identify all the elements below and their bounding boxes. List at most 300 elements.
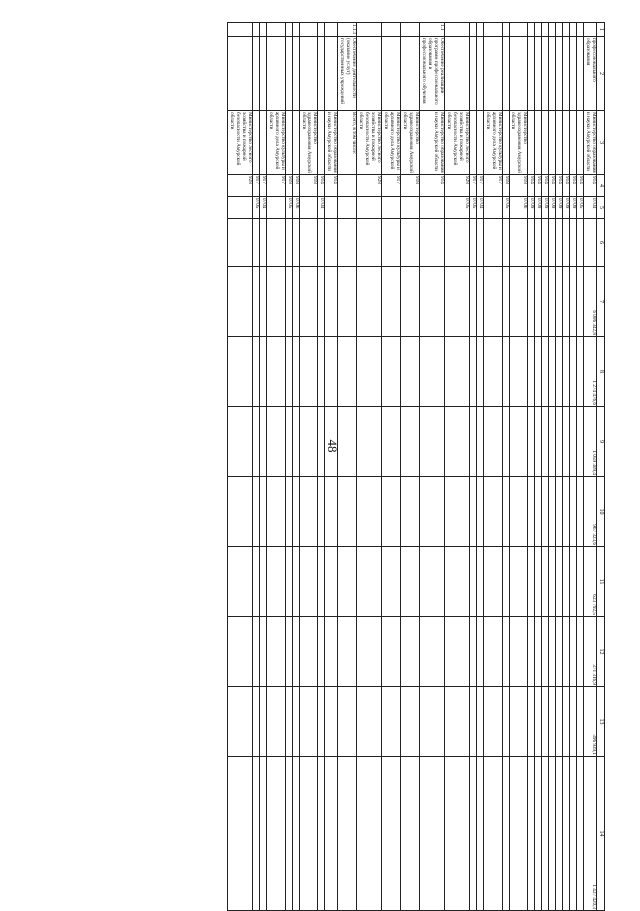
table-row: [549, 23, 556, 911]
table-cell: [535, 37, 542, 111]
table-cell: [542, 37, 549, 111]
table-cell: [528, 219, 535, 267]
table-cell: [227, 547, 252, 617]
table-cell: [535, 547, 542, 617]
table-cell: [285, 407, 292, 477]
table-cell: [266, 337, 285, 407]
table-cell: [577, 23, 584, 37]
table-cell: [535, 617, 542, 687]
table-cell: [318, 617, 325, 687]
table-cell: [469, 407, 476, 477]
table-cell: [502, 337, 509, 407]
table-cell: [469, 267, 476, 337]
table-cell: [266, 197, 285, 219]
table-cell: [502, 111, 509, 175]
table-cell: [502, 267, 509, 337]
table-cell: Министерство культуры и архивного дела Амурской области: [483, 111, 502, 175]
table-cell: 0709: [542, 197, 549, 219]
table-cell: [509, 23, 528, 37]
table-cell: [325, 197, 338, 219]
table-cell: [419, 407, 444, 477]
table-cell: [299, 617, 318, 687]
table-cell: [338, 687, 357, 757]
table-cell: [285, 757, 292, 911]
table-cell: [528, 267, 535, 337]
table-cell: [509, 617, 528, 687]
table-cell: [266, 687, 285, 757]
table-cell: [299, 37, 318, 111]
table-cell: Министерство лесного хозяйства и пожарной безопасности Амурской области: [227, 111, 252, 175]
table-cell: [227, 23, 252, 37]
table-cell: [584, 23, 597, 37]
table-cell: 0705: [285, 197, 292, 219]
table-cell: [528, 687, 535, 757]
table-cell: 914: [325, 175, 338, 197]
table-cell: [382, 617, 401, 687]
table-cell: [509, 757, 528, 911]
table-cell: 6 006 342,8: [584, 267, 597, 337]
table-cell: [259, 37, 266, 111]
table-cell: 914: [318, 175, 325, 197]
table-row: [535, 23, 542, 911]
column-header-7: 7: [597, 267, 605, 337]
table-cell: [549, 547, 556, 617]
table-cell: 918: [299, 175, 318, 197]
table-cell: [476, 407, 483, 477]
table-cell: [382, 267, 401, 337]
table-cell: [382, 219, 401, 267]
table-cell: [419, 267, 444, 337]
table-cell: [509, 37, 528, 111]
column-header-6: 6: [597, 219, 605, 267]
table-cell: 0709: [535, 197, 542, 219]
table-cell: [528, 37, 535, 111]
table-cell: [292, 477, 299, 547]
table-cell: 1.1.1: [338, 23, 357, 37]
table-cell: [227, 407, 252, 477]
table-cell: [259, 407, 266, 477]
table-cell: [259, 617, 266, 687]
table-cell: [299, 219, 318, 267]
table-cell: [469, 547, 476, 617]
table-cell: 0709: [556, 197, 563, 219]
table-cell: [563, 477, 570, 547]
table-cell: [502, 219, 509, 267]
table-cell: [266, 547, 285, 617]
table-row: [483, 23, 502, 911]
table-cell: [509, 219, 528, 267]
table-cell: профессионального образования: [584, 37, 597, 111]
table-row: [266, 23, 285, 911]
table-cell: [318, 337, 325, 407]
table-cell: [476, 337, 483, 407]
table-row: [401, 23, 420, 911]
table-cell: [357, 23, 382, 37]
table-cell: [401, 407, 420, 477]
table-cell: [357, 407, 382, 477]
table-cell: [535, 337, 542, 407]
table-cell: [535, 111, 542, 175]
table-row: [509, 23, 528, 911]
table-cell: [483, 687, 502, 757]
table-cell: [469, 111, 476, 175]
column-header-9: 9: [597, 407, 605, 477]
table-cell: [285, 23, 292, 37]
column-header-13: 13: [597, 687, 605, 757]
table-cell: [382, 37, 401, 111]
table-cell: [338, 267, 357, 337]
table-header-row: [597, 23, 605, 911]
table-cell: 914: [584, 175, 597, 197]
table-cell: [577, 757, 584, 911]
table-cell: [318, 37, 325, 111]
table-cell: [259, 337, 266, 407]
table-cell: [483, 337, 502, 407]
table-cell: [542, 547, 549, 617]
table-cell: [476, 219, 483, 267]
table-cell: [419, 687, 444, 757]
table-cell: [556, 111, 563, 175]
table-cell: 917: [476, 175, 483, 197]
table-cell: [259, 23, 266, 37]
table-cell: [483, 407, 502, 477]
table-row: [528, 23, 535, 911]
table-cell: [325, 477, 338, 547]
table-row: [325, 23, 338, 911]
table-cell: [535, 267, 542, 337]
table-cell: [549, 219, 556, 267]
table-cell: [570, 687, 577, 757]
table-cell: [382, 477, 401, 547]
budget-table: [227, 22, 605, 911]
table-cell: [318, 477, 325, 547]
table-cell: [542, 23, 549, 37]
table-cell: [401, 617, 420, 687]
table-cell: [563, 37, 570, 111]
table-cell: [556, 337, 563, 407]
table-cell: [299, 687, 318, 757]
table-cell: 0704: [476, 197, 483, 219]
table-row: [444, 23, 469, 911]
table-cell: [382, 407, 401, 477]
table-cell: [502, 547, 509, 617]
table-cell: [483, 617, 502, 687]
table-cell: [401, 757, 420, 911]
column-header-2: 2: [597, 37, 605, 111]
table-cell: [382, 687, 401, 757]
table-cell: [563, 757, 570, 911]
table-cell: 0704: [318, 197, 325, 219]
table-row: [570, 23, 577, 911]
table-cell: [577, 547, 584, 617]
table-cell: 0706: [509, 197, 528, 219]
table-cell: Всего, в том числе:: [338, 111, 357, 175]
table-cell: 917: [483, 175, 502, 197]
table-cell: [570, 757, 577, 911]
table-cell: [570, 547, 577, 617]
table-cell: Министерство культуры и архивного дела Амурской области: [382, 111, 401, 175]
table-cell: [285, 477, 292, 547]
table-cell: [299, 23, 318, 37]
column-header-5: 5: [597, 197, 605, 219]
table-cell: [252, 337, 259, 407]
table-cell: [570, 37, 577, 111]
table-cell: [338, 219, 357, 267]
table-cell: [476, 267, 483, 337]
table-cell: [549, 477, 556, 547]
table-cell: [556, 617, 563, 687]
table-cell: 914: [556, 175, 563, 197]
table-cell: [528, 757, 535, 911]
table-cell: [325, 687, 338, 757]
table-cell: [357, 197, 382, 219]
table-cell: 918: [509, 175, 528, 197]
table-row: [584, 23, 597, 911]
table-cell: [259, 687, 266, 757]
table-cell: [528, 477, 535, 547]
table-cell: 967 323,6: [584, 477, 597, 547]
table-cell: [285, 337, 292, 407]
table-cell: 918: [502, 175, 509, 197]
table-cell: [556, 687, 563, 757]
table-cell: [401, 477, 420, 547]
table-cell: [285, 219, 292, 267]
table-cell: [382, 547, 401, 617]
table-cell: Министерство образования и науки Амурской области: [585, 112, 598, 173]
table-cell: [266, 37, 285, 111]
table-cell: [476, 547, 483, 617]
table-cell: [577, 407, 584, 477]
table-cell: [444, 337, 469, 407]
table-row: [502, 23, 509, 911]
table-cell: Министерство образования и науки Амурской области: [419, 111, 444, 175]
table-cell: 914: [542, 175, 549, 197]
table-cell: [549, 111, 556, 175]
table-cell: [227, 37, 252, 111]
table-cell: [444, 267, 469, 337]
table-cell: [292, 407, 299, 477]
table-cell: [563, 547, 570, 617]
table-cell: 917: [382, 175, 401, 197]
table-body: [227, 23, 596, 911]
table-row: [227, 23, 252, 911]
table-cell: [357, 337, 382, 407]
page-number: 48: [325, 439, 340, 453]
table-cell: [299, 547, 318, 617]
table-cell: [444, 477, 469, 547]
table-cell: [509, 477, 528, 547]
table-cell: 917: [259, 175, 266, 197]
table-cell: 0705: [577, 197, 584, 219]
table-row: [542, 23, 549, 911]
table-cell: 0709: [528, 197, 535, 219]
table-cell: [318, 407, 325, 477]
table-cell: [227, 477, 252, 547]
table-cell: [502, 477, 509, 547]
table-cell: [419, 477, 444, 547]
table-cell: [509, 407, 528, 477]
table-row: [556, 23, 563, 911]
table-cell: Министерство здравоохранения Амурской области: [300, 112, 319, 173]
table-cell: [357, 617, 382, 687]
table-cell: [577, 37, 584, 111]
column-header-8: 8: [597, 337, 605, 407]
table-cell: [577, 219, 584, 267]
table-cell: [419, 197, 444, 219]
table-cell: [502, 757, 509, 911]
table-cell: Обеспечение реализации программ профессионального образования и профессионального обучения: [419, 37, 444, 111]
table-cell: [469, 219, 476, 267]
table-cell: [542, 219, 549, 267]
table-cell: [570, 219, 577, 267]
table-cell: [563, 617, 570, 687]
table-cell: [419, 337, 444, 407]
table-cell: [483, 547, 502, 617]
table-cell: [318, 267, 325, 337]
table-cell: [476, 687, 483, 757]
table-cell: [570, 267, 577, 337]
table-cell: [292, 687, 299, 757]
table-cell: [549, 267, 556, 337]
table-cell: [570, 111, 577, 175]
table-cell: [419, 219, 444, 267]
table-cell: [563, 219, 570, 267]
table-cell: 918: [401, 175, 420, 197]
table-cell: 0706: [292, 197, 299, 219]
table-cell: 0704: [259, 197, 266, 219]
table-cell: [325, 337, 338, 407]
table-cell: [556, 267, 563, 337]
table-cell: [227, 687, 252, 757]
table-cell: [444, 219, 469, 267]
table-cell: [469, 617, 476, 687]
table-cell: 0705: [252, 197, 259, 219]
table-cell: [577, 267, 584, 337]
table-cell: Обеспечение деятельности (оказание услуг) государственных учреждений: [338, 37, 357, 111]
table-cell: 914: [563, 175, 570, 197]
column-header-14: 14: [597, 757, 605, 911]
table-cell: [401, 23, 420, 37]
table-cell: [556, 37, 563, 111]
column-header-4: 4: [597, 175, 605, 197]
table-cell: [502, 687, 509, 757]
column-header-12: 12: [597, 617, 605, 687]
table-cell: [357, 267, 382, 337]
table-cell: [483, 37, 502, 111]
table-cell: [357, 37, 382, 111]
table-cell: 914: [549, 175, 556, 197]
table-cell: [469, 23, 476, 37]
table-cell: 1 059 309,4: [584, 407, 597, 477]
table-cell: 917: [266, 175, 285, 197]
column-header-3: 3: [597, 111, 605, 175]
table-cell: [252, 687, 259, 757]
table-cell: [227, 757, 252, 911]
table-cell: [259, 267, 266, 337]
table-cell: [252, 23, 259, 37]
table-cell: [252, 111, 259, 175]
table-cell: [556, 407, 563, 477]
table-row: [259, 23, 266, 911]
table-cell: [570, 407, 577, 477]
table-cell: 914: [419, 175, 444, 197]
table-row: [476, 23, 483, 911]
table-cell: [535, 407, 542, 477]
table-cell: [556, 23, 563, 37]
table-cell: [299, 267, 318, 337]
table-cell: [252, 219, 259, 267]
table-row: [469, 23, 476, 911]
table-cell: [535, 477, 542, 547]
table-cell: [227, 219, 252, 267]
table-cell: [469, 757, 476, 911]
table-cell: [419, 617, 444, 687]
table-cell: [563, 267, 570, 337]
table-cell: 0704: [584, 197, 597, 219]
table-cell: [549, 687, 556, 757]
table-cell: [444, 617, 469, 687]
table-cell: [556, 477, 563, 547]
table-cell: [476, 757, 483, 911]
table-row: [563, 23, 570, 911]
table-cell: [577, 337, 584, 407]
table-cell: [556, 547, 563, 617]
table-cell: [549, 617, 556, 687]
table-cell: [542, 757, 549, 911]
table-cell: 914: [577, 175, 584, 197]
table-cell: [338, 175, 357, 197]
table-cell: [483, 23, 502, 37]
table-cell: 1 427 420,3: [584, 757, 597, 911]
table-row: [382, 23, 401, 911]
table-cell: [338, 407, 357, 477]
table-cell: [444, 757, 469, 911]
table-cell: [542, 267, 549, 337]
table-cell: 1 274 476,6: [584, 337, 597, 407]
table-cell: 1.1: [419, 23, 444, 37]
table-row: [318, 23, 325, 911]
table-row: [285, 23, 292, 911]
table-cell: [502, 407, 509, 477]
table-cell: [401, 197, 420, 219]
table-cell: [325, 617, 338, 687]
table-row: [252, 23, 259, 911]
table-cell: [338, 197, 357, 219]
table-cell: [549, 37, 556, 111]
table-cell: [252, 477, 259, 547]
table-cell: [401, 337, 420, 407]
table-cell: [325, 23, 338, 37]
table-cell: [325, 219, 338, 267]
table-cell: [563, 687, 570, 757]
column-header-11: 11: [597, 547, 605, 617]
table-cell: [444, 37, 469, 111]
table-cell: [318, 111, 325, 175]
table-cell: [542, 477, 549, 547]
table-cell: [357, 757, 382, 911]
table-cell: 918: [292, 175, 299, 197]
table-cell: [266, 407, 285, 477]
table-cell: [318, 219, 325, 267]
table-cell: [483, 267, 502, 337]
table-cell: [382, 337, 401, 407]
table-cell: [292, 111, 299, 175]
table-cell: [285, 267, 292, 337]
table-cell: [299, 477, 318, 547]
table-cell: [292, 547, 299, 617]
table-cell: [266, 617, 285, 687]
table-cell: [318, 687, 325, 757]
